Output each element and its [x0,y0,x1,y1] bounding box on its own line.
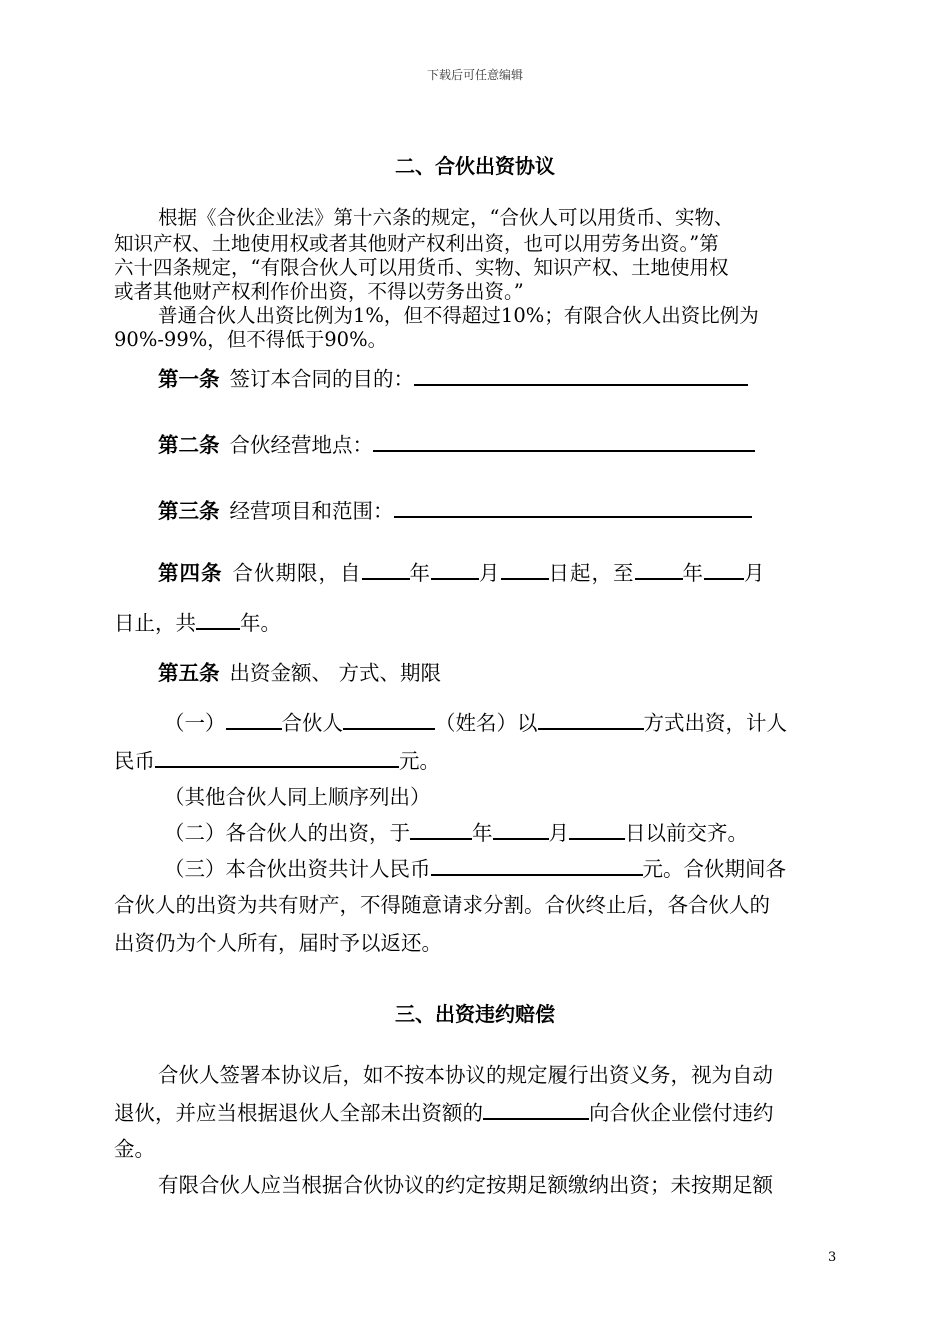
start-day-blank[interactable] [501,558,549,580]
start-month-blank[interactable] [431,558,479,580]
article-5-text: 出资金额、 方式、期限 [229,661,442,685]
article-3-label: 第三条 [158,499,220,523]
article-4-text-e: 年 [682,561,704,585]
item-3-text-a: （三）本合伙出资共计人民币 [164,857,431,881]
intro-line-3: 六十四条规定，“有限合伙人可以用货币、实物、知识产权、土地使用权 [114,256,729,279]
item-3-text-b: 元。合伙期间各 [642,857,786,881]
item-1-text-f: 元。 [399,749,440,773]
article-4-label: 第四条 [158,561,223,585]
page-header: 下载后可任意编辑 [426,68,523,82]
item-1-line-2 [114,744,440,774]
section-title-3: 三、出资违约赔偿 [395,1002,555,1026]
item-2-text-b: 年 [472,821,493,845]
item-2-text-c: 月 [548,821,569,845]
article-4-text-a: 合伙期限，自 [232,561,362,585]
penalty-blank[interactable] [483,1098,589,1120]
article-1-label: 第一条 [158,367,220,391]
item-1-text-d: 方式出资，计人 [643,711,787,735]
deadline-month-blank[interactable] [493,818,549,840]
section-3-p1-line-1: 合伙人签署本协议后，如不按本协议的规定履行出资义务，视为自动 [158,1063,773,1087]
total-years-blank[interactable] [196,608,240,630]
item-3-line-1 [164,852,786,882]
others-note: （其他合伙人同上顺序列出） [164,785,431,809]
article-2-blank[interactable] [373,430,755,452]
article-3-blank[interactable] [394,496,752,518]
article-5 [158,656,441,686]
end-year-blank[interactable] [635,558,683,580]
method-blank[interactable] [538,708,644,730]
item-3-line-2: 合伙人的出资为共有财产，不得随意请求分割。合伙终止后，各合伙人的 [114,893,770,917]
amount-blank[interactable] [155,746,399,768]
article-4-text-c: 月 [479,561,501,585]
intro-line-4: 或者其他财产权利作价出资，不得以劳务出资。” [114,280,524,303]
item-2-text-a: （二）各合伙人的出资，于 [164,821,410,845]
total-amount-blank[interactable] [431,854,643,876]
item-3-line-3: 出资仍为个人所有，届时予以返还。 [114,931,442,955]
item-1-line-1 [164,706,787,736]
start-year-blank[interactable] [362,558,410,580]
article-4-line-2 [114,606,281,636]
name-blank[interactable] [343,708,435,730]
section-3-text-a: 退伙，并应当根据退伙人全部未出资额的 [114,1101,483,1125]
intro-line-2: 知识产权、土地使用权或者其他财产权利出资，也可以用劳务出资。”第 [114,232,719,255]
article-4-text-h: 年。 [240,611,281,635]
article-2 [158,428,755,458]
page-number: 3 [828,1250,837,1265]
item-1-text-a: （一） [164,711,226,735]
article-2-text: 合伙经营地点： [229,433,373,457]
section-3-text-b: 向合伙企业偿付违约 [589,1101,774,1125]
item-1-text-e: 民币 [114,749,155,773]
article-3 [158,494,752,524]
deadline-day-blank[interactable] [569,818,625,840]
article-4-text-g: 日止，共 [114,611,196,635]
intro-line-5: 普通合伙人出资比例为1%，但不得超过10%；有限合伙人出资比例为 [158,304,759,327]
item-1-text-c: （姓名）以 [435,711,538,735]
item-1-text-b: 合伙人 [281,711,343,735]
article-3-text: 经营项目和范围： [229,499,394,523]
article-4-text-f: 月 [744,561,766,585]
article-4-text-d: 日起，至 [548,561,635,585]
article-1-text: 签订本合同的目的： [229,367,414,391]
section-3-p1-line-3: 金。 [114,1137,155,1161]
intro-line-1: 根据《合伙企业法》第十六条的规定，“合伙人可以用货币、实物、 [158,206,734,229]
article-5-label: 第五条 [158,661,220,685]
section-3-p2-line-1: 有限合伙人应当根据合伙协议的约定按期足额缴纳出资；未按期足额 [158,1173,773,1197]
partner-blank[interactable] [226,708,282,730]
article-4-line-1 [158,556,766,586]
item-2-text-d: 日以前交齐。 [625,821,748,845]
article-1-blank[interactable] [414,364,748,386]
article-1 [158,362,748,392]
article-4-text-b: 年 [409,561,431,585]
end-month-blank[interactable] [704,558,744,580]
section-title-2: 二、合伙出资协议 [395,154,555,178]
deadline-year-blank[interactable] [410,818,472,840]
article-2-label: 第二条 [158,433,220,457]
section-3-p1-line-2 [114,1096,774,1126]
intro-line-6: 90%-99%，但不得低于90%。 [114,328,388,351]
item-2 [164,816,748,846]
